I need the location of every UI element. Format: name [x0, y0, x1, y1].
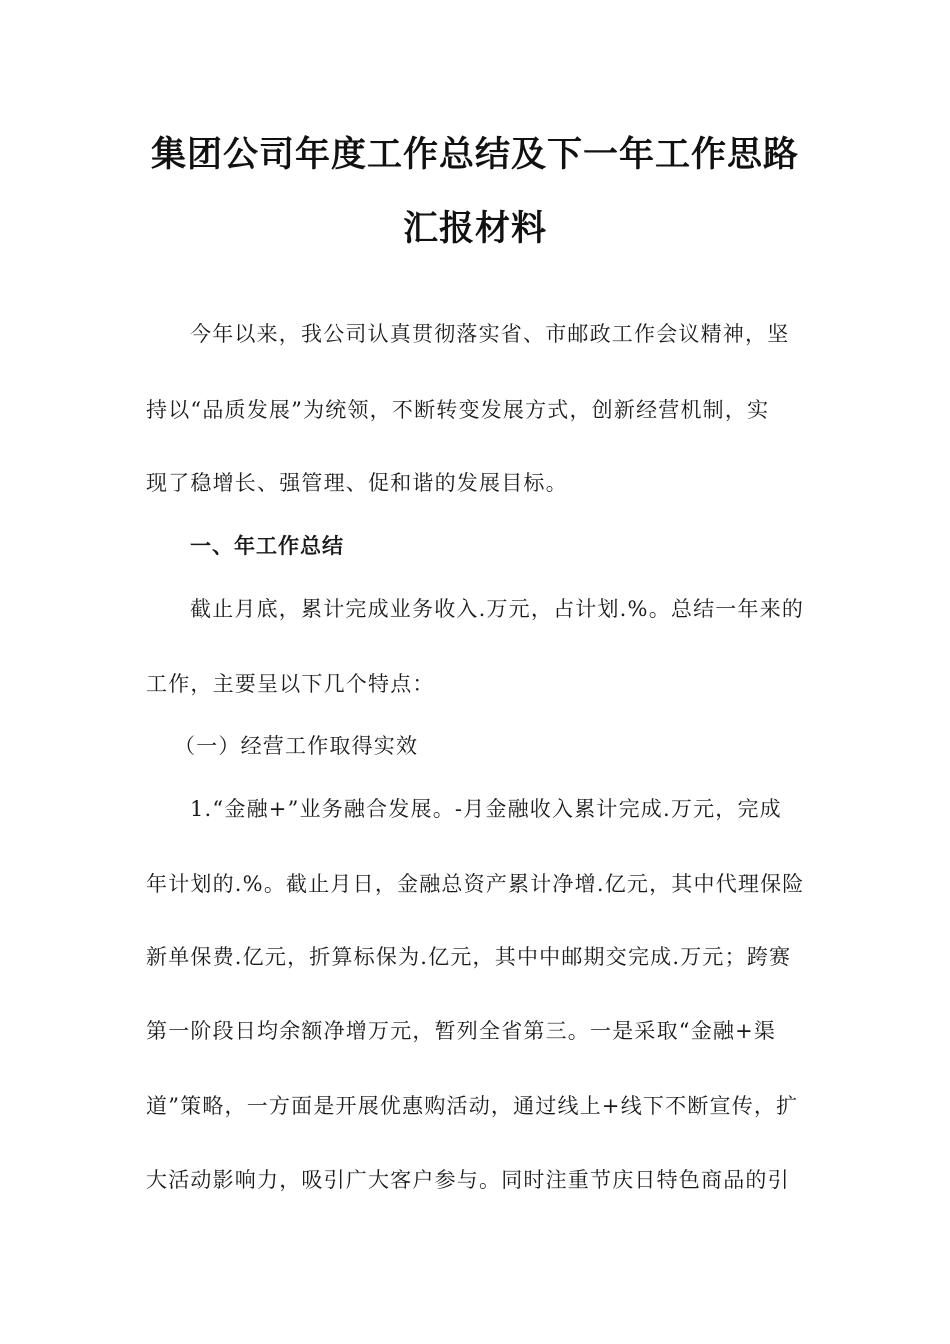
item1-line-6: 大活动影响力，吸引广大客户参与。同时注重节庆日特色商品的引: [146, 1168, 790, 1192]
section1-line-1: 截止月底，累计完成业务收入.万元，占计划.%。总结一年来的: [190, 597, 805, 621]
item1-line-1: 1.“金融+”业务融合发展。-月金融收入累计完成.万元，完成: [190, 797, 782, 821]
section-heading-1: 一、年工作总结: [190, 534, 344, 558]
document-title-line-1: 集团公司年度工作总结及下一年工作思路: [150, 135, 799, 175]
item1-line-2: 年计划的.%。截止月日，金融总资产累计净增.亿元，其中代理保险: [146, 872, 805, 896]
item1-line-3: 新单保费.亿元，折算标保为.亿元，其中中邮期交完成.万元；跨赛: [146, 945, 792, 969]
intro-line-2: 持以“品质发展”为统领，不断转变发展方式，创新经营机制，实: [146, 398, 770, 422]
intro-line-1: 今年以来，我公司认真贯彻落实省、市邮政工作会议精神，坚: [190, 322, 790, 346]
subsection-heading-1: （一）经营工作取得实效: [174, 734, 419, 758]
section1-line-2: 工作，主要呈以下几个特点：: [146, 672, 435, 696]
item1-line-4: 第一阶段日均余额净增万元，暂列全省第三。一是采取“金融+渠: [146, 1019, 777, 1043]
item1-line-5: 道”策略，一方面是开展优惠购活动，通过线上+线下不断宣传，扩: [146, 1094, 799, 1118]
intro-line-3: 现了稳增长、强管理、促和谐的发展目标。: [146, 471, 568, 495]
document-title-line-2: 汇报材料: [402, 209, 547, 249]
